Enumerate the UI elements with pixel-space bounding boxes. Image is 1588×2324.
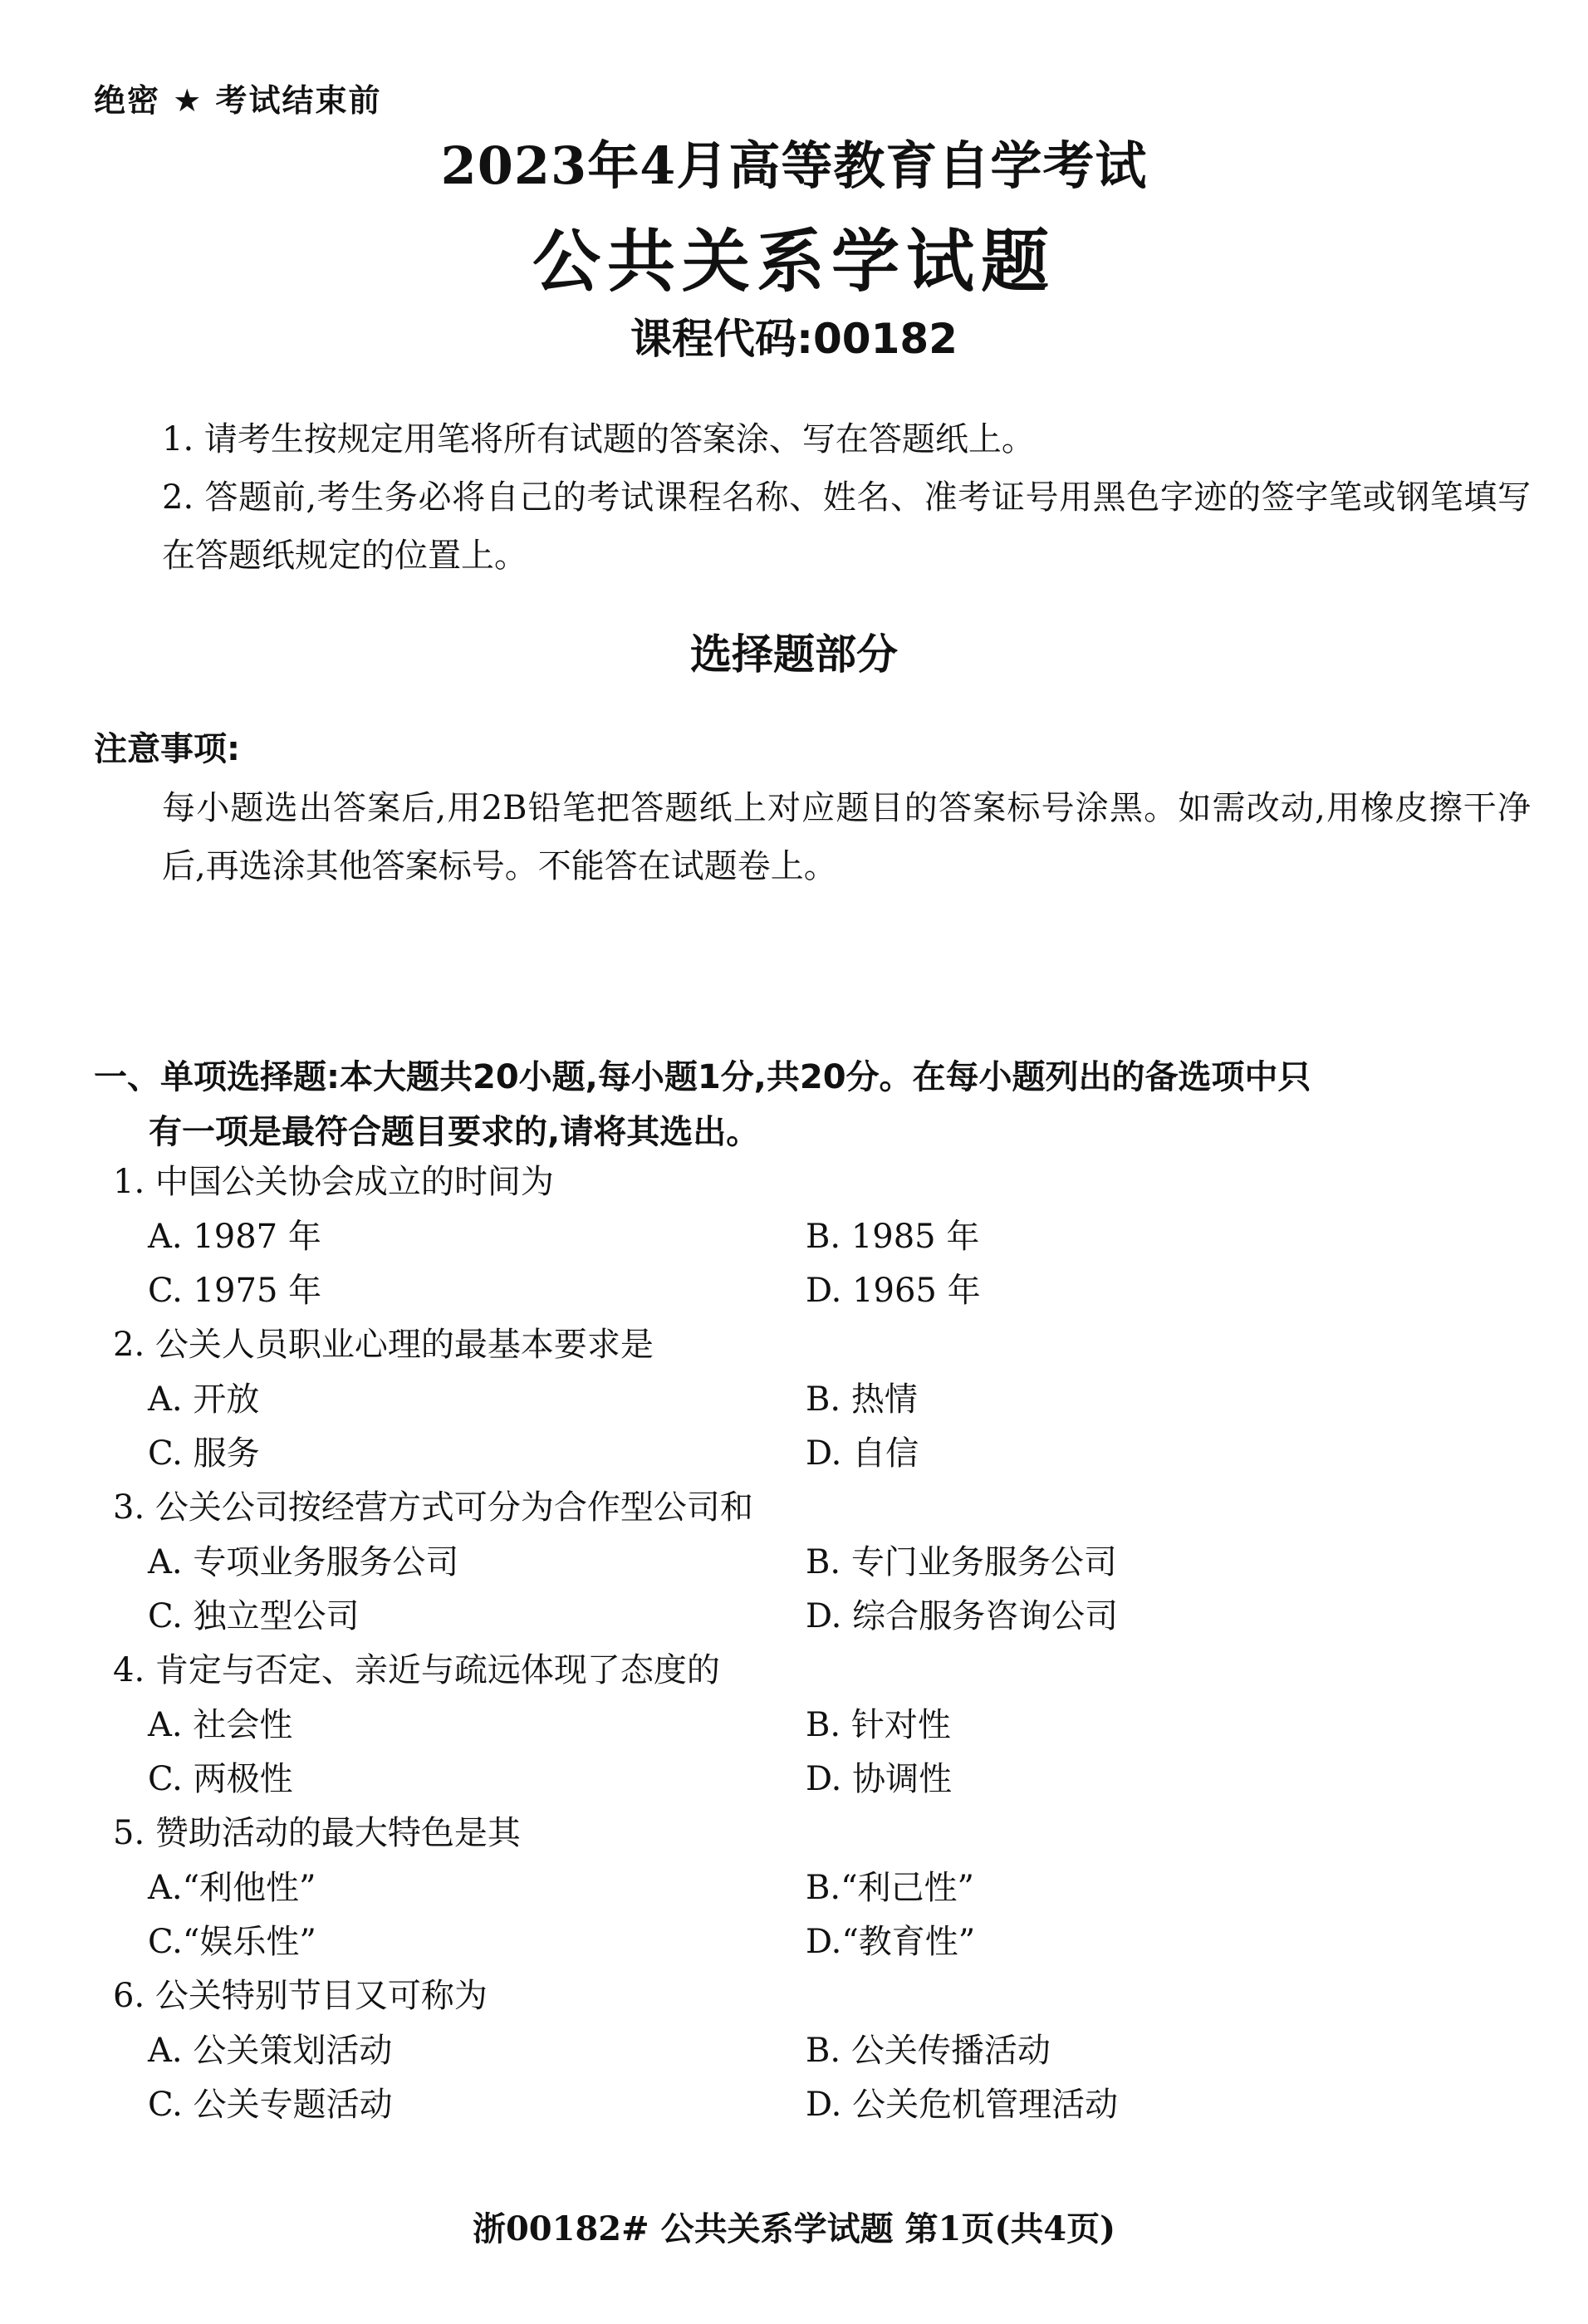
option-d: D. 协调性 xyxy=(806,1760,953,1798)
option-b: B. 针对性 xyxy=(806,1706,951,1744)
part-one-heading-line1: 一、单项选择题:本大题共20小题,每小题1分,共20分。在每小题列出的备选项中只 xyxy=(94,1058,1311,1096)
option-c: C. 独立型公司 xyxy=(148,1597,360,1635)
question-stem: 5. 赞助活动的最大特色是其 xyxy=(113,1814,521,1852)
option-a: A. 公关策划活动 xyxy=(148,2032,393,2070)
course-code: 课程代码:00182 xyxy=(630,315,958,363)
option-a: A.“利他性” xyxy=(148,1869,316,1907)
option-d: D.“教育性” xyxy=(806,1923,976,1961)
question-item xyxy=(0,1650,1588,1812)
option-d: D. 综合服务咨询公司 xyxy=(806,1597,1119,1635)
exam-title: 2023年4月高等教育自学考试 xyxy=(440,135,1148,196)
option-c: C. 两极性 xyxy=(148,1760,293,1798)
option-d: D. 1965 年 xyxy=(806,1272,981,1310)
option-b: B. 公关传播活动 xyxy=(806,2032,1051,2070)
option-a: A. 社会性 xyxy=(148,1706,293,1744)
part-one-heading xyxy=(94,1050,1531,1160)
paper-title: 公共关系学试题 xyxy=(532,223,1056,302)
option-b: B. 专门业务服务公司 xyxy=(806,1543,1117,1581)
section-title: 选择题部分 xyxy=(690,630,898,679)
confidential-label: 绝密 ★ 考试结束前 xyxy=(94,82,382,119)
page-footer: 浙00182# 公共关系学试题 第1页(共4页) xyxy=(472,2209,1116,2248)
question-item xyxy=(0,1812,1588,1975)
question-stem: 2. 公关人员职业心理的最基本要求是 xyxy=(113,1326,654,1364)
option-c: C. 1975 年 xyxy=(148,1272,322,1310)
attention-label: 注意事项: xyxy=(94,730,240,768)
option-b: B. 1985 年 xyxy=(806,1218,980,1256)
option-b: B. 热情 xyxy=(806,1380,918,1419)
question-item xyxy=(0,1975,1588,2138)
option-a: A. 开放 xyxy=(148,1380,260,1419)
question-item xyxy=(0,1324,1588,1487)
part-one-heading-line2: 有一项是最符合题目要求的,请将其选出。 xyxy=(149,1113,760,1151)
question-stem: 1. 中国公关协会成立的时间为 xyxy=(113,1163,554,1201)
instruction-2 xyxy=(94,468,1531,585)
instruction-1 xyxy=(94,410,1531,468)
question-list xyxy=(0,1161,1588,2138)
option-a: A. 1987 年 xyxy=(148,1218,321,1256)
instruction-2-text: 2. 答题前,考生务必将自己的考试课程名称、姓名、准考证号用黑色字迹的签字笔或钢笔填写在答题纸规定的位置上。 xyxy=(162,478,1531,575)
option-d: D. 公关危机管理活动 xyxy=(806,2086,1119,2124)
option-a: A. 专项业务服务公司 xyxy=(148,1543,459,1581)
option-c: C.“娱乐性” xyxy=(148,1923,316,1961)
question-item xyxy=(0,1161,1588,1324)
question-item xyxy=(0,1487,1588,1650)
option-c: C. 公关专题活动 xyxy=(148,2086,393,2124)
option-c: C. 服务 xyxy=(148,1434,260,1473)
attention-text xyxy=(94,779,1531,895)
instruction-1-text: 1. 请考生按规定用笔将所有试题的答案涂、写在答题纸上。 xyxy=(162,420,1035,458)
question-stem: 3. 公关公司按经营方式可分为合作型公司和 xyxy=(113,1488,753,1527)
question-stem: 6. 公关特别节目又可称为 xyxy=(113,1977,488,2015)
option-d: D. 自信 xyxy=(806,1434,919,1473)
question-stem: 4. 肯定与否定、亲近与疏远体现了态度的 xyxy=(113,1651,720,1689)
attention-text-body: 每小题选出答案后,用2B铅笔把答题纸上对应题目的答案标号涂黑。如需改动,用橡皮擦干净后,再选涂其他答案标号。不能答在试题卷上。 xyxy=(162,789,1531,885)
option-b: B.“利己性” xyxy=(806,1869,975,1907)
